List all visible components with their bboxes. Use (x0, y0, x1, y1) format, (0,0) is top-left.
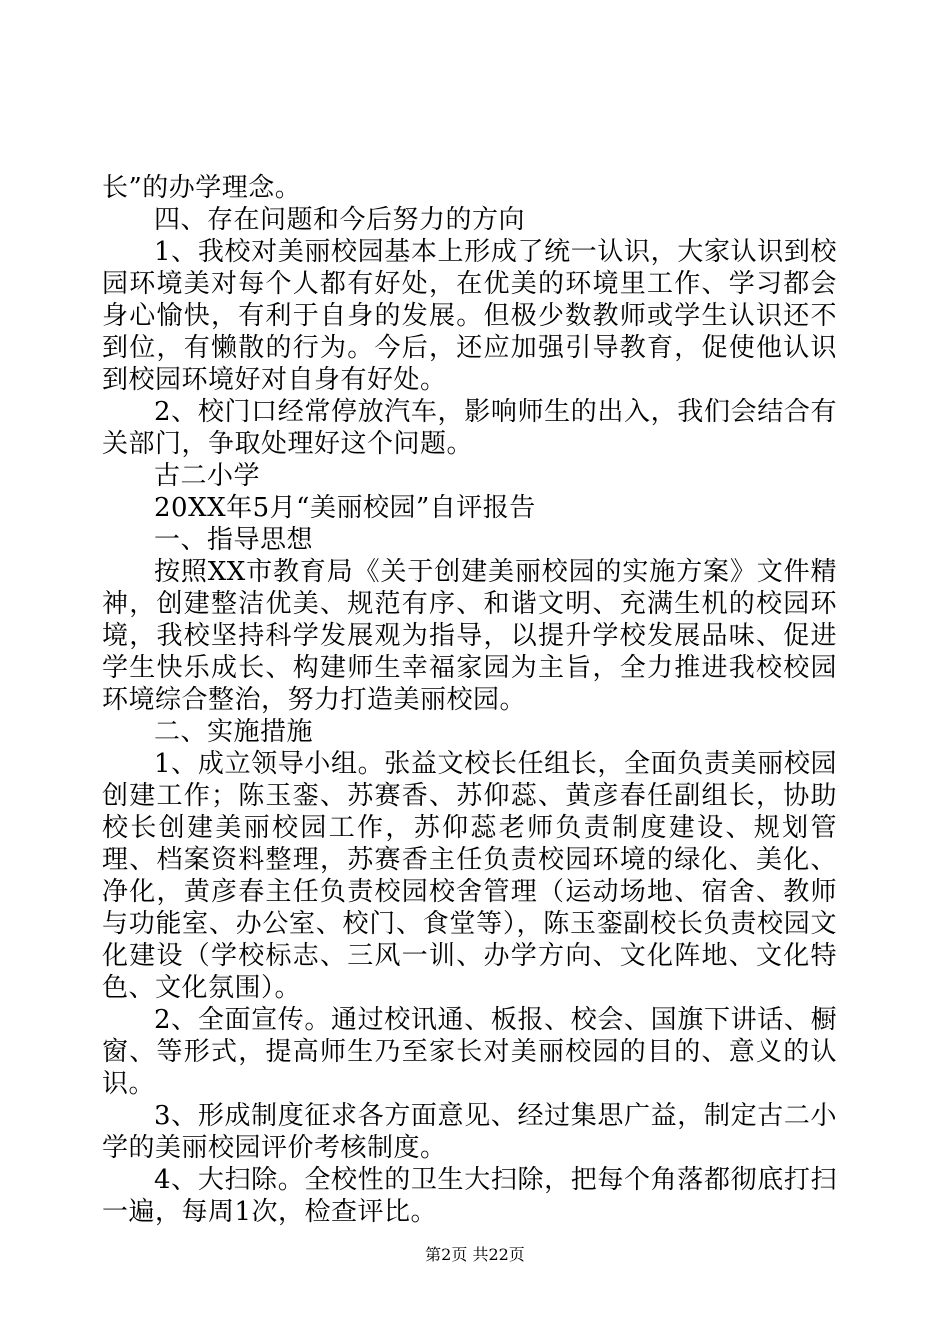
paragraph: 按照XX市教育局《关于创建美丽校园的实施方案》文件精神，创建整洁优美、规范有序、和谐文明、充满生机的校园环境，我校坚持科学发展观为指导，以提升学校发展品味、促进学生快乐成长、构建师生幸福家园为主旨，全力推进我校校园环境综合整治，努力打造美丽校园。 (102, 557, 837, 715)
document-body (102, 172, 837, 1228)
report-title: 20XX年5月“美丽校园”自评报告 (154, 493, 536, 523)
school-signature: 古二小学 (154, 461, 261, 491)
paragraph: 2、校门口经常停放汽车，影响师生的出入，我们会结合有关部门，争取处理好这个问题。 (102, 397, 837, 459)
paragraph: 3、形成制度征求各方面意见、经过集思广益，制定古二小学的美丽校园评价考核制度。 (102, 1101, 837, 1163)
paragraph: 1、成立领导小组。张益文校长任组长，全面负责美丽校园创建工作；陈玉銮、苏赛香、苏仰蕊、黄彦春任副组长，协助校长创建美丽校园工作，苏仰蕊老师负责制度建设、规划管理、档案资料整理，苏赛香主任负责校园环境的绿化、美化、净化，黄彦春主任负责校园校舍管理（运动场地、宿舍、教师与功能室、办公室、校门、食堂等），陈玉銮副校长负责校园文化建设（学校标志、三风一训、办学方向、文化阵地、文化特色、文化氛围）。 (102, 749, 837, 1003)
page-number: 第2页 共22页 (425, 1245, 525, 1264)
paragraph: 长”的办学理念。 (102, 173, 302, 203)
section-heading: 一、指导思想 (154, 525, 314, 555)
section-heading: 四、存在问题和今后努力的方向 (154, 205, 526, 235)
paragraph: 2、全面宣传。通过校讯通、板报、校会、国旗下讲话、橱窗、等形式，提高师生乃至家长对美丽校园的目的、意义的认识。 (102, 1005, 837, 1099)
paragraph: 4、大扫除。全校性的卫生大扫除，把每个角落都彻底打扫一遍，每周1次，检查评比。 (102, 1165, 837, 1227)
paragraph: 1、我校对美丽校园基本上形成了统一认识，大家认识到校园环境美对每个人都有好处，在优美的环境里工作、学习都会身心愉快，有利于自身的发展。但极少数教师或学生认识还不到位，有懒散的行为。今后，还应加强引导教育，促使他认识到校园环境好对自身有好处。 (102, 237, 837, 395)
section-heading: 二、实施措施 (154, 717, 314, 747)
